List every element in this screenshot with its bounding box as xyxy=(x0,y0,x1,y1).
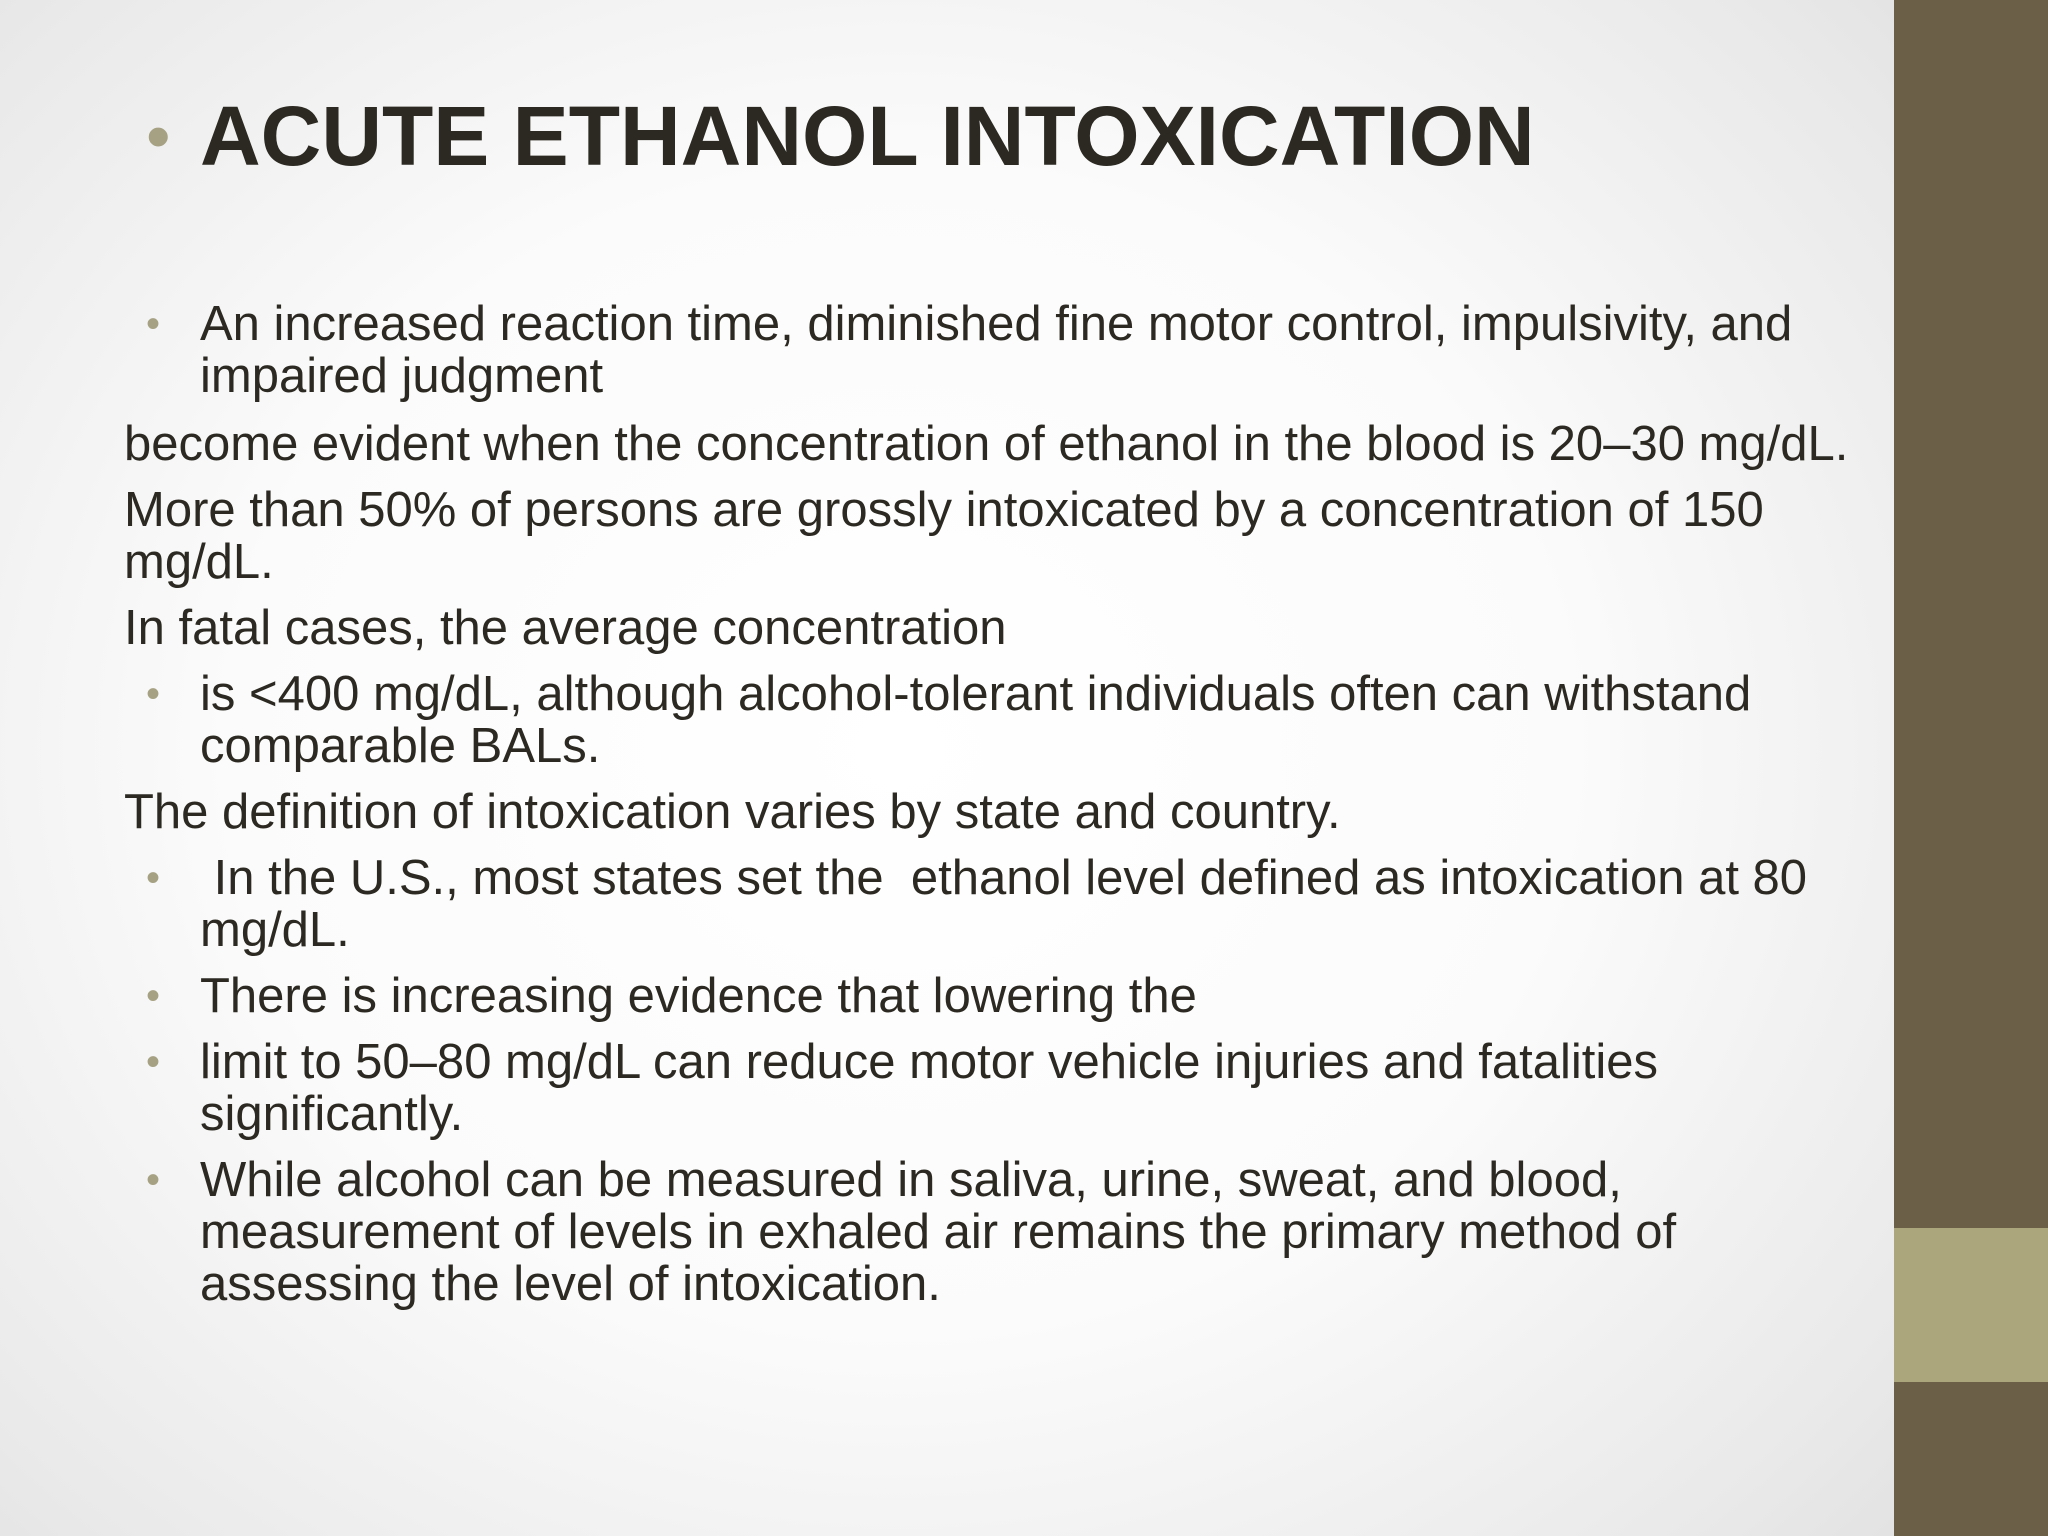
title-bullet-icon: • xyxy=(146,97,171,175)
slide-title xyxy=(146,86,1535,186)
bullet-text: An increased reaction time, diminished fine motor control, impulsivity, and impaired judgment xyxy=(200,297,1793,403)
bullet-text: limit to 50–80 mg/dL can reduce motor vehicle injuries and fatalities significantly. xyxy=(200,1035,1659,1141)
sidebar-accent-block xyxy=(1894,1228,2048,1382)
slide-body xyxy=(124,298,1884,1324)
bullet-text: While alcohol can be measured in saliva, urine, sweat, and blood, measurement of levels in exhaled air remains the primary method of assessing the level of intoxication. xyxy=(200,1153,1677,1311)
paragraph-text: In fatal cases, the average concentration xyxy=(124,601,1007,655)
bullet-text: is <400 mg/dL, although alcohol-tolerant individuals often can withstand comparable BALs. xyxy=(200,667,1752,773)
bullet-item xyxy=(124,668,1884,772)
paragraph-text: The definition of intoxication varies by state and country. xyxy=(124,785,1341,839)
paragraph xyxy=(124,786,1884,838)
bullet-item xyxy=(124,1154,1884,1310)
paragraph-text: More than 50% of persons are grossly intoxicated by a concentration of 150 mg/dL. xyxy=(124,483,1764,589)
slide-title-text: ACUTE ETHANOL INTOXICATION xyxy=(200,89,1535,183)
bullet-item xyxy=(124,1036,1884,1140)
bullet-item xyxy=(124,970,1884,1022)
bullet-item xyxy=(124,852,1884,956)
paragraph xyxy=(124,418,1884,470)
bullet-text: In the U.S., most states set the ethanol level defined as intoxication at 80 mg/dL. xyxy=(200,851,1821,957)
bullet-text: There is increasing evidence that lowering the xyxy=(200,969,1197,1023)
paragraph-text: become evident when the concentration of ethanol in the blood is 20–30 mg/dL. xyxy=(124,417,1849,471)
paragraph xyxy=(124,602,1884,654)
paragraph xyxy=(124,484,1884,588)
bullet-item xyxy=(124,298,1884,402)
